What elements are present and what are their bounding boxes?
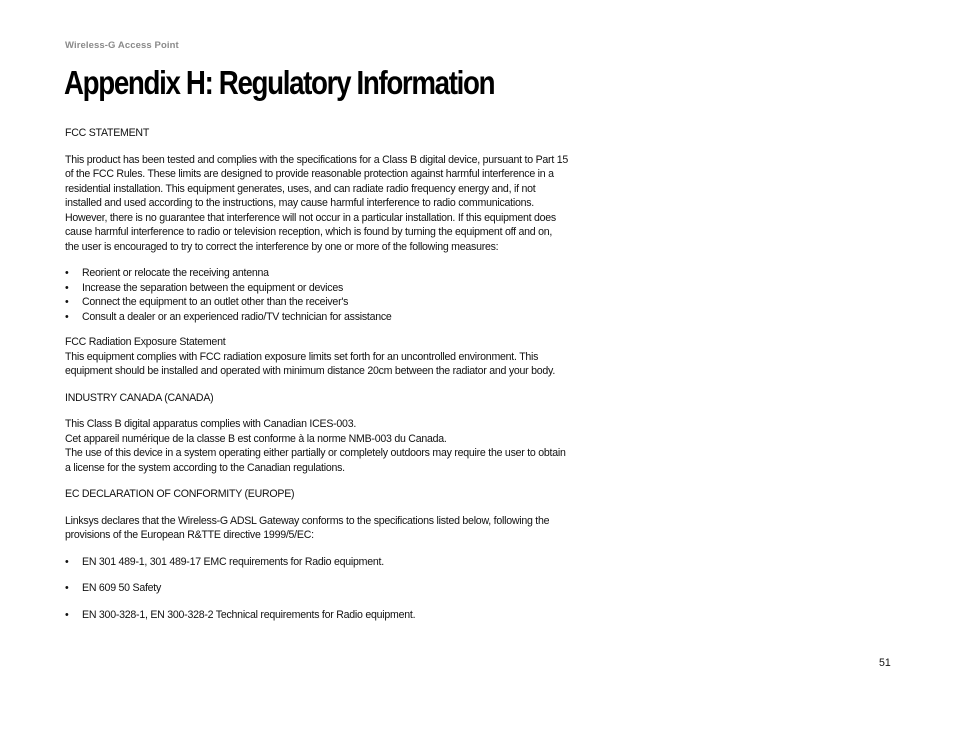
page-number: 51	[879, 657, 891, 669]
fcc-paragraph	[65, 153, 605, 255]
list-item: • EN 609 50 Safety	[65, 582, 162, 594]
canada-heading: INDUSTRY CANADA (CANADA)	[65, 391, 214, 404]
paragraph-line: Linksys declares that the Wireless-G ADSL Gateway conforms to the specifications listed below, following the	[65, 514, 550, 527]
bullet-icon: •	[65, 267, 69, 279]
bullet-icon: •	[65, 608, 69, 621]
bullet-icon: •	[65, 281, 69, 294]
paragraph-line: This product has been tested and complies with the specifications for a Class B digital device, pursuant to Part 15	[65, 153, 568, 166]
list-item: • Reorient or relocate the receiving antenna	[65, 267, 269, 279]
europe-standards-list	[65, 555, 605, 623]
paragraph-line: cause harmful interference to radio or television reception, which is found by turning the equipment off and on,	[65, 226, 553, 238]
body-content	[65, 126, 605, 634]
bullet-icon: •	[65, 296, 69, 308]
radiation-heading: FCC Radiation Exposure Statement	[65, 336, 226, 348]
page-title: Appendix H: Regulatory Information	[64, 64, 495, 101]
list-item: • Connect the equipment to an outlet other than the receiver's	[65, 296, 349, 308]
fcc-measures-list	[65, 266, 605, 324]
fcc-heading: FCC STATEMENT	[65, 127, 150, 139]
paragraph-line: provisions of the European R&TTE directive 1999/5/EC:	[65, 529, 314, 541]
paragraph-line: The use of this device in a system operating either partially or completely outdoors may require the user to obtain	[65, 447, 566, 459]
list-item: • EN 301 489-1, 301 489-17 EMC requirements for Radio equipment.	[65, 555, 384, 568]
list-item: • Increase the separation between the equipment or devices	[65, 281, 344, 294]
list-item: • Consult a dealer or an experienced radio/TV technician for assistance	[65, 310, 392, 323]
bullet-icon: •	[65, 582, 69, 594]
paragraph-line: However, there is no guarantee that interference will not occur in a particular installation. If this equipment does	[65, 211, 556, 224]
paragraph-line: This equipment complies with FCC radiation exposure limits set forth for an uncontrolled environment. This	[65, 350, 539, 363]
paragraph-line: equipment should be installed and operated with minimum distance 20cm between the radiator and your body.	[65, 365, 556, 377]
europe-heading: EC DECLARATION OF CONFORMITY (EUROPE)	[65, 488, 295, 500]
running-header: Wireless-G Access Point	[65, 40, 179, 51]
bullet-icon: •	[65, 555, 69, 568]
paragraph-line: the user is encouraged to try to correct the interference by one or more of the following measures:	[65, 240, 499, 253]
paragraph-line: of the FCC Rules. These limits are designed to provide reasonable protection against harmful interference in a	[65, 168, 554, 180]
paragraph-line: residential installation. This equipment generates, uses, and can radiate radio frequency energy and, if not	[65, 182, 536, 195]
list-item: • EN 300-328-1, EN 300-328-2 Technical requirements for Radio equipment.	[65, 608, 416, 621]
paragraph-line: a license for the system according to the Canadian regulations.	[65, 461, 345, 474]
paragraph-line: This Class B digital apparatus complies with Canadian ICES-003.	[65, 418, 357, 430]
paragraph-line: Cet appareil numérique de la classe B est conforme à la norme NMB-003 du Canada.	[65, 432, 447, 445]
paragraph-line: installed and used according to the instructions, may cause harmful interference to radio communications.	[65, 197, 534, 209]
bullet-icon: •	[65, 310, 69, 323]
